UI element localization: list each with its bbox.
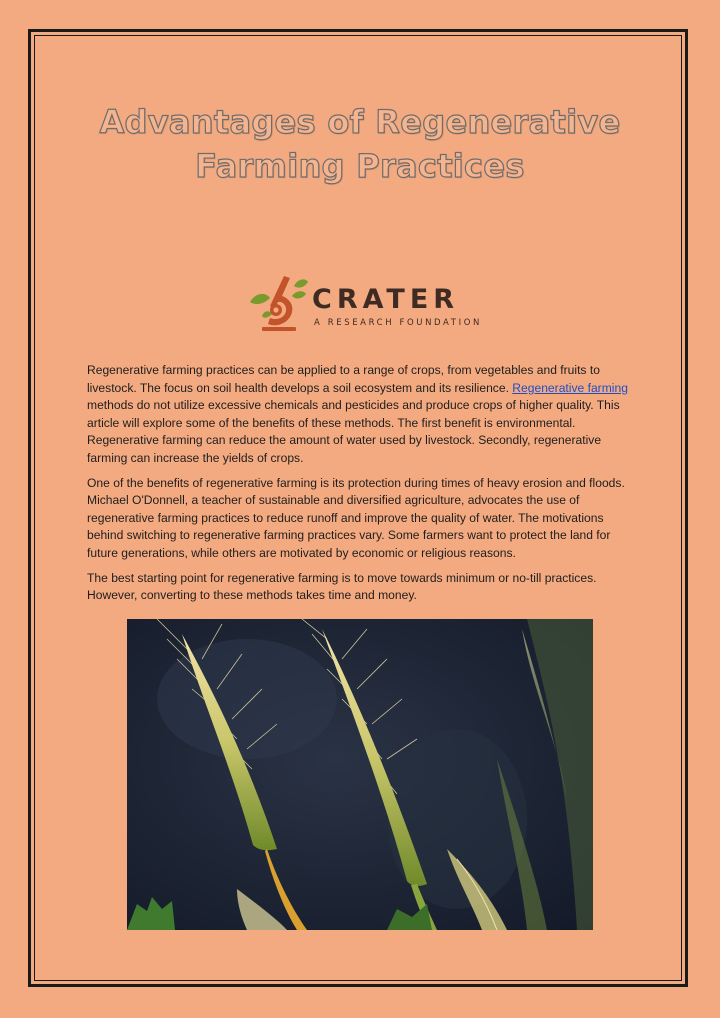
regenerative-farming-link[interactable]: Regenerative farming [512,380,628,395]
paragraph-3: The best starting point for regenerative farming is to move towards minimum or no-till practices. However, converting to these methods takes time and money. [87,570,597,603]
logo-tagline: A RESEARCH FOUNDATION [314,318,482,328]
page-title-line1: Advantages of Regenerative [99,103,621,141]
logo-name: CRATER [312,284,460,315]
paragraph-2: One of the benefits of regenerative farming is its protection during times of heavy erosion and floods. Michael O'Donnell, a teacher of sustainable and diversified agriculture, advocates the use of regenerative farming practices to reduce runoff and improve the quality of water. The motivations behind switching to regenerative farming practices vary. Some farmers want to protect the land for future generations, while others are motivated by economic or religious reasons. [87,475,625,560]
paragraph-1-text-b: methods do not utilize excessive chemicals and pesticides and produce crops of higher quality. This article will explore some of the benefits of these methods. The first benefit is environmental. Regenerative farming can reduce the amount of water used by livestock. Secondly, regenerative farming can increase the yields of crops. [87,398,620,465]
paragraph-1 [87,362,637,468]
paragraph-1-text-a: Regenerative farming practices can be applied to a range of crops, from vegetables and fruits to livestock. The focus on soil health develops a soil ecosystem and its resilience. [87,363,600,395]
page-title [60,100,660,188]
page-title-line2: Farming Practices [195,147,525,185]
microscope-with-leaves-icon [250,276,308,331]
article-body [87,362,637,612]
grass-seed-heads-photo [127,619,593,930]
